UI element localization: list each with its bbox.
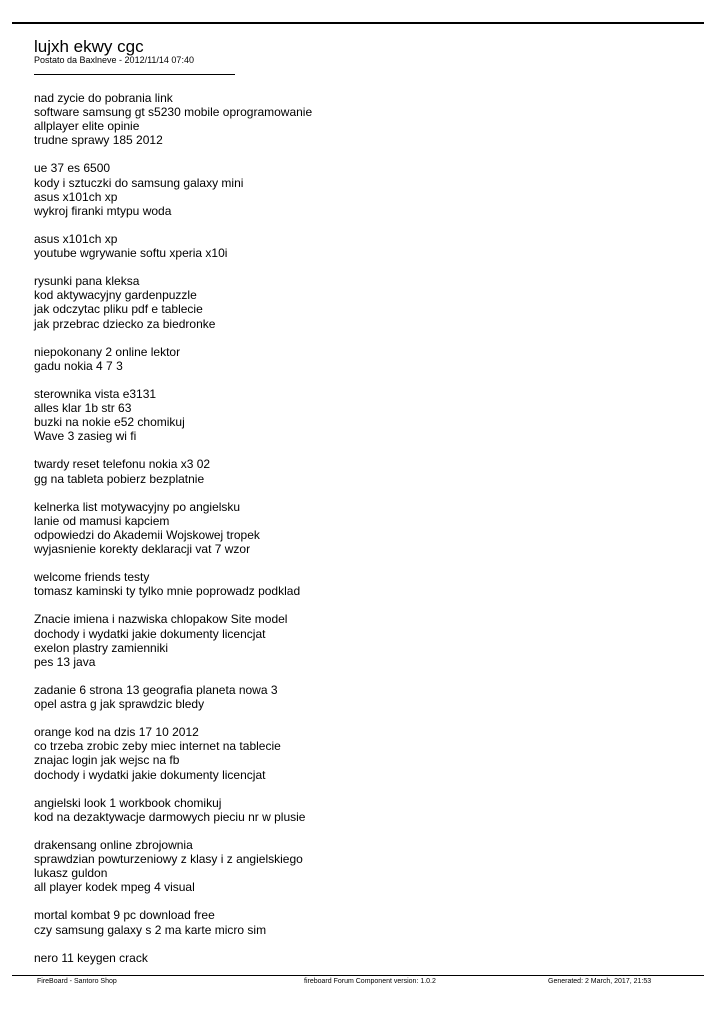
body-line: youtube wgrywanie softu xperia x10i (34, 246, 228, 261)
body-line: ue 37 es 6500 (34, 161, 111, 176)
body-line: gadu nokia 4 7 3 (34, 358, 123, 373)
body-line: odpowiedzi do Akademii Wojskowej tropek (34, 527, 260, 542)
blank-line (34, 782, 694, 796)
body-line: lanie od mamusi kapciem (34, 513, 170, 528)
blank-line (34, 443, 694, 457)
body-line: opel astra g jak sprawdzic bledy (34, 697, 205, 712)
body-line: nad zycie do pobrania link (34, 91, 173, 105)
body-line: lukasz guldon (34, 866, 108, 881)
body-line: kod aktywacyjny gardenpuzzle (34, 288, 197, 303)
body-line: czy samsung galaxy s 2 ma karte micro sim (34, 922, 267, 937)
blank-line (34, 894, 694, 908)
body-line: angielski look 1 workbook chomikuj (34, 795, 222, 810)
body-line: jak przebrac dziecko za biedronke (34, 316, 216, 331)
body-line: mortal kombat 9 pc download free (34, 908, 215, 923)
footer-site-name: FireBoard - Santoro Shop (37, 978, 117, 985)
blank-line (34, 218, 694, 232)
blank-line (34, 260, 694, 274)
body-line: kody i sztuczki do samsung galaxy mini (34, 175, 244, 190)
body-line: all player kodek mpeg 4 visual (34, 880, 195, 895)
blank-line (34, 486, 694, 500)
body-line: dochody i wydatki jakie dokumenty licencjat (34, 767, 266, 782)
blank-line (34, 711, 694, 725)
body-line: pes 13 java (34, 654, 96, 669)
body-line: nero 11 keygen crack (34, 950, 148, 965)
post-meta: Postato da Baxlneve - 2012/11/14 07:40 (34, 55, 194, 65)
blank-line (34, 147, 694, 161)
blank-line (34, 556, 694, 570)
blank-line (34, 669, 694, 683)
body-line: niepokonany 2 online lektor (34, 344, 181, 359)
body-line: wykroj firanki mtypu woda (34, 203, 172, 218)
body-line: buzki na nokie e52 chomikuj (34, 415, 185, 430)
body-line: rysunki pana kleksa (34, 274, 140, 289)
body-line: Znacie imiena i nazwiska chlopakow Site model (34, 612, 288, 627)
post-title: lujxh ekwy cgc (34, 37, 144, 56)
body-line: dochody i wydatki jakie dokumenty licencjat (34, 626, 266, 641)
body-line: alles klar 1b str 63 (34, 401, 132, 416)
body-line: welcome friends testy (34, 570, 150, 585)
body-line: zadanie 6 strona 13 geografia planeta nowa 3 (34, 682, 278, 697)
body-line: wyjasnienie korekty deklaracji vat 7 wzor (34, 542, 251, 556)
bottom-divider (12, 975, 704, 976)
body-line: asus x101ch xp (34, 189, 118, 204)
blank-line (34, 937, 694, 951)
body-line: sterownika vista e3131 (34, 386, 157, 401)
body-line: orange kod na dzis 17 10 2012 (34, 725, 199, 740)
post-body (34, 91, 694, 965)
meta-underline (34, 74, 235, 75)
body-line: drakensang online zbrojownia (34, 837, 193, 852)
blank-line (34, 373, 694, 387)
top-divider (12, 22, 704, 24)
body-line: exelon plastry zamienniki (34, 640, 169, 655)
body-line: kod na dezaktywacje darmowych pieciu nr w plusie (34, 809, 306, 824)
body-line: asus x101ch xp (34, 231, 118, 246)
body-line: znajac login jak wejsc na fb (34, 753, 180, 768)
footer-generated-date: Generated: 2 March, 2017, 21:53 (548, 978, 652, 985)
body-line: software samsung gt s5230 mobile oprogramowanie (34, 105, 313, 120)
blank-line (34, 331, 694, 345)
body-line: allplayer elite opinie (34, 119, 140, 134)
body-line: jak odczytac pliku pdf e tablecie (34, 302, 203, 317)
body-line: co trzeba zrobic zeby miec internet na tablecie (34, 739, 281, 754)
footer-component-version: fireboard Forum Component version: 1.0.2 (304, 978, 436, 985)
body-line: kelnerka list motywacyjny po angielsku (34, 499, 241, 514)
body-line: twardy reset telefonu nokia x3 02 (34, 457, 211, 472)
blank-line (34, 824, 694, 838)
body-line: tomasz kaminski ty tylko mnie poprowadz podklad (34, 584, 301, 599)
body-line: gg na tableta pobierz bezplatnie (34, 471, 205, 486)
body-line: Wave 3 zasieg wi fi (34, 429, 137, 444)
body-line: trudne sprawy 185 2012 (34, 133, 163, 148)
blank-line (34, 598, 694, 612)
body-line: sprawdzian powturzeniowy z klasy i z angielskiego (34, 852, 303, 867)
